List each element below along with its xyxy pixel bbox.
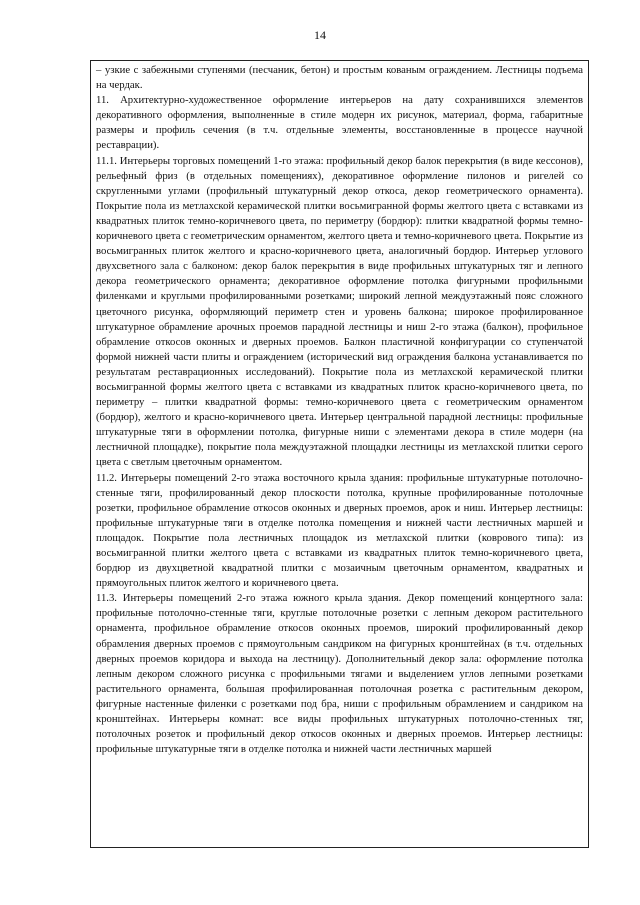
paragraph-11-2: 11.2. Интерьеры помещений 2-го этажа восточного крыла здания: профильные штукатурные потолочно-стенные тяги, профилированный декор плоскости потолка, крупные профилированные потолочные розетки, профильное обрамление откосов оконных и дверных проемов, арок и ниш. Интерьер лестницы: профильные штукатурные тяги в отделке потолка помещения и нижней части лестничных маршей и площадок. Покрытие пола лестничных площадок из метлахской плитки (коврового типа): из восьмигранной плитки желтого цвета с вставками из квадратных плиток темно-коричневого цвета, бордюр из двухцветной квадратной плитки с мозаичным цветочным орнаментом, квадратных и прямоугольных плиток желтого и коричневого цвета. — [96, 471, 583, 590]
page-number: 14 — [314, 28, 326, 42]
document-body — [91, 61, 588, 757]
paragraph-11-1: 11.1. Интерьеры торговых помещений 1-го этажа: профильный декор балок перекрытия (в виде кессонов), рельефный фриз (в отдельных помещениях), декоративное оформление пилонов и ригелей со скругленными углами (профильный штукатурный декор откоса, декор геометрического орнамента). Покрытие пола из метлахской керамической плитки восьмигранной формы желтого цвета с вставками из квадратных плиток темно-коричневого цвета, по периметру (бордюр): плитки квадратной формы темно-коричневого цвета с геометрическим орнаментом, желтого цвета и темно-коричневого цвета. Покрытие из восьмигранных плиток желтого и красно-коричневого цвета, аналогичный бордюр. Интерьер углового двухсветного зала с балконом: декор балок перекрытия в виде профильных штукатурных тяг и лепного декора геометрического орнамента; декоративное оформление потолка фигурными профильными филенками и круглыми профилированными розетками; широкий лепной междуэтажный пояс сложного цветочного рисунка, оформляющий периметр стен и уровень балкона; широкое профилированное штукатурное обрамление арочных проемов парадной лестницы и ниш 2-го этажа (балкон), профильное обрамление откосов оконных и дверных проемов. Балкон пластичной конфигурации со ступенчатой формой нижней части плиты и ограждением (исторический вид ограждения балкона устанавливается по результатам реставрационных исследований). Покрытие пола из метлахской керамической плитки восьмигранной формы желтого цвета с вставками из квадратных плиток красно-коричневого цвета, по периметру – плитки квадратной формы: темно-коричневого цвета с геометрическим орнаментом (бордюр), желтого и красно-коричневого цвета. Интерьер центральной парадной лестницы: профильные штукатурные тяги в оформлении потолка, фигурные ниши с элементами декора в стиле модерн (на лестничной площадке), покрытие пола междуэтажной площадки лестницы из метлахской плитки серого цвета с светлым цветочным орнаментом. — [96, 154, 583, 469]
paragraph-11-3: 11.3. Интерьеры помещений 2-го этажа южного крыла здания. Декор помещений концертного зала: профильные потолочно-стенные тяги, круглые потолочные розетки с лепным декором растительного орнамента, профильное обрамление откосов оконных проемов, широкий профилированный декор обрамления дверных проемов с прямоугольным сандриком на фигурных кронштейнах (в т.ч. отдельных дверных проемов коридора и выхода на лестницу). Дополнительный декор зала: оформление потолка лепным декором сложного рисунка с профильными тягами и выделением углов лепными розетками растительного орнамента, большая профилированная потолочная розетка с растительным декором, фигурные настенные филенки с розетками под бра, ниши с профильным обрамлением и сандриком на кронштейнах. Интерьеры комнат: все виды профильных штукатурных потолочно-стенных тяг, потолочных розеток и профильный декор откосов оконных и дверных проемов. Интерьер лестницы: профильные штукатурные тяги в отделке потолка и нижней части лестничных маршей — [96, 592, 583, 756]
paragraph-11: 11. Архитектурно-художественное оформление интерьеров на дату сохранившихся элементов декоративного оформления, выполненные в стиле модерн их рисунок, материал, форма, габаритные размеры и профиль сечения (в т.ч. отдельные элементы, восстановленные в процессе научной реставрации). — [96, 94, 583, 152]
paragraph-stairs-continuation: – узкие с забежными ступенями (песчаник, бетон) и простым кованым ограждением. Лестницы подъема на чердак. — [96, 64, 583, 92]
text-frame — [90, 60, 589, 848]
